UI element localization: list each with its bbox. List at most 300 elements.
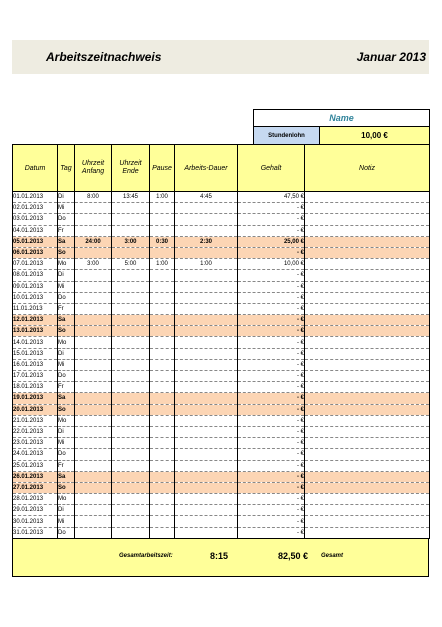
date-cell: 15.01.2013: [13, 348, 58, 359]
date-cell: 06.01.2013: [13, 247, 58, 258]
end-time-cell[interactable]: [112, 516, 150, 527]
date-cell: 12.01.2013: [13, 315, 58, 326]
table-row: [13, 270, 430, 281]
total-time-label: Gesamtarbeitszeit:: [119, 553, 173, 559]
duration-cell[interactable]: 1:00: [175, 259, 238, 270]
pause-cell[interactable]: [150, 203, 175, 214]
start-time-cell[interactable]: [75, 348, 112, 359]
day-cell: Do: [58, 214, 75, 225]
note-cell[interactable]: [305, 415, 430, 426]
salary-cell: - €: [238, 247, 305, 258]
start-time-cell[interactable]: [75, 270, 112, 281]
table-row: [13, 438, 430, 449]
pause-cell[interactable]: [150, 225, 175, 236]
salary-cell: - €: [238, 270, 305, 281]
day-cell: Di: [58, 348, 75, 359]
note-cell[interactable]: [305, 482, 430, 493]
col-header-gehalt: Gehalt: [238, 145, 305, 192]
day-cell: Sa: [58, 393, 75, 404]
table-row: [13, 337, 430, 348]
end-time-cell[interactable]: [112, 527, 150, 538]
day-cell: Fr: [58, 460, 75, 471]
day-cell: Mi: [58, 203, 75, 214]
stundenlohn-value[interactable]: 10,00 €: [320, 127, 429, 145]
end-time-cell[interactable]: [112, 471, 150, 482]
day-cell: Do: [58, 292, 75, 303]
day-cell: Mo: [58, 259, 75, 270]
salary-cell: - €: [238, 382, 305, 393]
salary-cell: - €: [238, 516, 305, 527]
note-cell[interactable]: [305, 337, 430, 348]
stundenlohn-label: Stundenlohn: [254, 127, 320, 145]
footer-summary: [12, 538, 429, 577]
start-time-cell[interactable]: [75, 281, 112, 292]
total-amount-value: 82,50 €: [278, 551, 309, 561]
day-cell: So: [58, 247, 75, 258]
date-cell: 03.01.2013: [13, 214, 58, 225]
day-cell: Sa: [58, 315, 75, 326]
col-header-dauer: Arbeits-Dauer: [175, 145, 238, 192]
table-row: [13, 192, 430, 203]
day-cell: Mo: [58, 337, 75, 348]
table-row: [13, 203, 430, 214]
col-header-tag: Tag: [58, 145, 75, 192]
duration-cell[interactable]: [175, 225, 238, 236]
table-row: [13, 259, 430, 270]
end-time-cell[interactable]: [112, 482, 150, 493]
table-row: [13, 415, 430, 426]
day-cell: Mo: [58, 415, 75, 426]
col-header-datum: Datum: [13, 145, 58, 192]
day-cell: Mo: [58, 494, 75, 505]
salary-cell: - €: [238, 460, 305, 471]
note-cell[interactable]: [305, 225, 430, 236]
pause-cell[interactable]: [150, 348, 175, 359]
day-cell: So: [58, 482, 75, 493]
date-cell: 02.01.2013: [13, 203, 58, 214]
end-time-cell[interactable]: [112, 348, 150, 359]
note-cell[interactable]: [305, 371, 430, 382]
start-time-cell[interactable]: [75, 326, 112, 337]
salary-cell: - €: [238, 337, 305, 348]
date-cell: 17.01.2013: [13, 371, 58, 382]
end-time-cell[interactable]: [112, 393, 150, 404]
duration-cell[interactable]: [175, 438, 238, 449]
day-cell: Sa: [58, 471, 75, 482]
duration-cell[interactable]: [175, 337, 238, 348]
date-cell: 25.01.2013: [13, 460, 58, 471]
pause-cell[interactable]: [150, 527, 175, 538]
note-cell[interactable]: [305, 247, 430, 258]
start-time-cell[interactable]: [75, 415, 112, 426]
note-cell[interactable]: [305, 426, 430, 437]
pause-cell[interactable]: [150, 449, 175, 460]
end-time-cell[interactable]: [112, 382, 150, 393]
pause-cell[interactable]: [150, 371, 175, 382]
salary-cell: - €: [238, 393, 305, 404]
start-time-cell[interactable]: [75, 225, 112, 236]
day-cell: Do: [58, 527, 75, 538]
end-time-cell[interactable]: [112, 247, 150, 258]
pause-cell[interactable]: [150, 315, 175, 326]
salary-cell: - €: [238, 505, 305, 516]
date-cell: 23.01.2013: [13, 438, 58, 449]
salary-cell: - €: [238, 303, 305, 314]
pause-cell[interactable]: [150, 494, 175, 505]
name-label[interactable]: Name: [254, 110, 429, 127]
table-row: [13, 292, 430, 303]
pause-cell[interactable]: [150, 382, 175, 393]
start-time-cell[interactable]: [75, 247, 112, 258]
note-cell[interactable]: [305, 460, 430, 471]
day-cell: Di: [58, 192, 75, 203]
duration-cell[interactable]: [175, 359, 238, 370]
start-time-cell[interactable]: [75, 292, 112, 303]
date-cell: 04.01.2013: [13, 225, 58, 236]
salary-cell: 25,00 €: [238, 236, 305, 247]
salary-cell: 10,00 €: [238, 259, 305, 270]
note-cell[interactable]: [305, 404, 430, 415]
end-time-cell[interactable]: [112, 326, 150, 337]
end-time-cell[interactable]: 5:00: [112, 259, 150, 270]
day-cell: Mi: [58, 516, 75, 527]
date-cell: 30.01.2013: [13, 516, 58, 527]
start-time-cell[interactable]: [75, 203, 112, 214]
table-row: [13, 348, 430, 359]
day-cell: Mi: [58, 438, 75, 449]
salary-cell: - €: [238, 359, 305, 370]
salary-cell: - €: [238, 438, 305, 449]
salary-cell: - €: [238, 348, 305, 359]
end-time-cell[interactable]: [112, 415, 150, 426]
day-cell: Di: [58, 270, 75, 281]
month-label: Januar 2013: [356, 50, 426, 64]
start-time-cell[interactable]: [75, 303, 112, 314]
end-time-cell[interactable]: [112, 449, 150, 460]
day-cell: Fr: [58, 225, 75, 236]
end-time-cell[interactable]: 3:00: [112, 236, 150, 247]
end-time-cell[interactable]: [112, 426, 150, 437]
pause-cell[interactable]: [150, 516, 175, 527]
date-cell: 10.01.2013: [13, 292, 58, 303]
col-header-anfang: Uhrzeit Anfang: [75, 145, 112, 192]
name-box: [253, 109, 430, 145]
day-cell: Fr: [58, 303, 75, 314]
duration-cell[interactable]: [175, 404, 238, 415]
day-cell: Di: [58, 505, 75, 516]
duration-cell[interactable]: [175, 270, 238, 281]
table-row: [13, 326, 430, 337]
duration-cell[interactable]: [175, 449, 238, 460]
end-time-cell[interactable]: [112, 292, 150, 303]
duration-cell[interactable]: [175, 527, 238, 538]
date-cell: 08.01.2013: [13, 270, 58, 281]
salary-cell: - €: [238, 426, 305, 437]
day-cell: Do: [58, 449, 75, 460]
start-time-cell[interactable]: [75, 371, 112, 382]
salary-cell: - €: [238, 404, 305, 415]
note-cell[interactable]: [305, 438, 430, 449]
end-time-cell[interactable]: [112, 371, 150, 382]
col-header-ende: Uhrzeit Ende: [112, 145, 150, 192]
start-time-cell[interactable]: 3:00: [75, 259, 112, 270]
col-header-notiz: Notiz: [305, 145, 430, 192]
duration-cell[interactable]: [175, 303, 238, 314]
pause-cell[interactable]: [150, 393, 175, 404]
pause-cell[interactable]: [150, 505, 175, 516]
table-row: [13, 371, 430, 382]
salary-cell: - €: [238, 281, 305, 292]
date-cell: 27.01.2013: [13, 482, 58, 493]
pause-cell[interactable]: [150, 292, 175, 303]
table-row: [13, 460, 430, 471]
table-row: [13, 315, 430, 326]
table-row: [13, 359, 430, 370]
pause-cell[interactable]: [150, 270, 175, 281]
date-cell: 11.01.2013: [13, 303, 58, 314]
date-cell: 19.01.2013: [13, 393, 58, 404]
salary-cell: - €: [238, 482, 305, 493]
duration-cell[interactable]: [175, 214, 238, 225]
end-time-cell[interactable]: [112, 505, 150, 516]
salary-cell: - €: [238, 471, 305, 482]
table-row: [13, 236, 430, 247]
start-time-cell[interactable]: 24:00: [75, 236, 112, 247]
table-row: [13, 516, 430, 527]
salary-cell: - €: [238, 494, 305, 505]
start-time-cell[interactable]: [75, 505, 112, 516]
end-time-cell[interactable]: [112, 460, 150, 471]
date-cell: 20.01.2013: [13, 404, 58, 415]
note-cell[interactable]: [305, 236, 430, 247]
note-cell[interactable]: [305, 471, 430, 482]
start-time-cell[interactable]: [75, 471, 112, 482]
table-row: [13, 505, 430, 516]
end-time-cell[interactable]: [112, 337, 150, 348]
note-cell[interactable]: [305, 449, 430, 460]
sheet-title: Arbeitszeitnachweis: [46, 50, 162, 64]
pause-cell[interactable]: 1:00: [150, 192, 175, 203]
salary-cell: - €: [238, 527, 305, 538]
end-time-cell[interactable]: [112, 438, 150, 449]
duration-cell[interactable]: [175, 326, 238, 337]
duration-cell[interactable]: 2:30: [175, 236, 238, 247]
start-time-cell[interactable]: [75, 393, 112, 404]
start-time-cell[interactable]: [75, 359, 112, 370]
date-cell: 14.01.2013: [13, 337, 58, 348]
table-row: [13, 449, 430, 460]
end-time-cell[interactable]: [112, 303, 150, 314]
table-row: [13, 382, 430, 393]
table-row: [13, 494, 430, 505]
table-row: [13, 281, 430, 292]
salary-cell: - €: [238, 214, 305, 225]
salary-cell: - €: [238, 292, 305, 303]
date-cell: 05.01.2013: [13, 236, 58, 247]
date-cell: 18.01.2013: [13, 382, 58, 393]
start-time-cell[interactable]: [75, 438, 112, 449]
duration-cell[interactable]: [175, 516, 238, 527]
start-time-cell[interactable]: [75, 382, 112, 393]
date-cell: 01.01.2013: [13, 192, 58, 203]
end-time-cell[interactable]: [112, 359, 150, 370]
note-cell[interactable]: [305, 516, 430, 527]
day-cell: So: [58, 404, 75, 415]
start-time-cell[interactable]: [75, 426, 112, 437]
duration-cell[interactable]: [175, 348, 238, 359]
day-cell: So: [58, 326, 75, 337]
pause-cell[interactable]: [150, 415, 175, 426]
date-cell: 22.01.2013: [13, 426, 58, 437]
note-cell[interactable]: [305, 393, 430, 404]
salary-cell: - €: [238, 315, 305, 326]
end-time-cell[interactable]: [112, 203, 150, 214]
pause-cell[interactable]: [150, 214, 175, 225]
duration-cell[interactable]: [175, 415, 238, 426]
timesheet-table: [12, 144, 430, 539]
table-row: [13, 303, 430, 314]
duration-cell[interactable]: [175, 292, 238, 303]
note-cell[interactable]: [305, 505, 430, 516]
salary-cell: - €: [238, 449, 305, 460]
duration-cell[interactable]: [175, 315, 238, 326]
note-cell[interactable]: [305, 292, 430, 303]
note-cell[interactable]: [305, 382, 430, 393]
table-row: [13, 404, 430, 415]
table-row: [13, 214, 430, 225]
start-time-cell[interactable]: [75, 494, 112, 505]
note-cell[interactable]: [305, 359, 430, 370]
end-time-cell[interactable]: [112, 214, 150, 225]
table-row: [13, 527, 430, 538]
salary-cell: - €: [238, 203, 305, 214]
pause-cell[interactable]: [150, 460, 175, 471]
day-cell: Do: [58, 371, 75, 382]
end-time-cell[interactable]: 13:45: [112, 192, 150, 203]
duration-cell[interactable]: [175, 460, 238, 471]
pause-cell[interactable]: 1:00: [150, 259, 175, 270]
start-time-cell[interactable]: [75, 460, 112, 471]
salary-cell: - €: [238, 326, 305, 337]
pause-cell[interactable]: [150, 337, 175, 348]
note-cell[interactable]: [305, 192, 430, 203]
table-row: [13, 247, 430, 258]
start-time-cell[interactable]: [75, 315, 112, 326]
note-cell[interactable]: [305, 259, 430, 270]
salary-cell: - €: [238, 225, 305, 236]
note-cell[interactable]: [305, 270, 430, 281]
day-cell: Sa: [58, 236, 75, 247]
start-time-cell[interactable]: [75, 482, 112, 493]
duration-cell[interactable]: [175, 505, 238, 516]
note-cell[interactable]: [305, 315, 430, 326]
duration-cell[interactable]: [175, 471, 238, 482]
date-cell: 07.01.2013: [13, 259, 58, 270]
start-time-cell[interactable]: 8:00: [75, 192, 112, 203]
day-cell: Di: [58, 426, 75, 437]
table-row: [13, 393, 430, 404]
start-time-cell[interactable]: [75, 404, 112, 415]
end-time-cell[interactable]: [112, 315, 150, 326]
pause-cell[interactable]: [150, 359, 175, 370]
date-cell: 13.01.2013: [13, 326, 58, 337]
pause-cell[interactable]: [150, 281, 175, 292]
date-cell: 28.01.2013: [13, 494, 58, 505]
pause-cell[interactable]: 0:30: [150, 236, 175, 247]
duration-cell[interactable]: [175, 247, 238, 258]
salary-cell: - €: [238, 415, 305, 426]
end-time-cell[interactable]: [112, 494, 150, 505]
duration-cell[interactable]: [175, 426, 238, 437]
start-time-cell[interactable]: [75, 527, 112, 538]
pause-cell[interactable]: [150, 303, 175, 314]
start-time-cell[interactable]: [75, 214, 112, 225]
pause-cell[interactable]: [150, 247, 175, 258]
day-cell: Fr: [58, 382, 75, 393]
date-cell: 29.01.2013: [13, 505, 58, 516]
duration-cell[interactable]: [175, 482, 238, 493]
pause-cell[interactable]: [150, 471, 175, 482]
duration-cell[interactable]: [175, 203, 238, 214]
day-cell: Mi: [58, 359, 75, 370]
table-row: [13, 471, 430, 482]
note-cell[interactable]: [305, 281, 430, 292]
day-cell: Mi: [58, 281, 75, 292]
date-cell: 16.01.2013: [13, 359, 58, 370]
date-cell: 21.01.2013: [13, 415, 58, 426]
note-cell[interactable]: [305, 348, 430, 359]
table-header-row: [13, 145, 430, 192]
col-header-pause: Pause: [150, 145, 175, 192]
end-time-cell[interactable]: [112, 404, 150, 415]
table-row: [13, 225, 430, 236]
pause-cell[interactable]: [150, 426, 175, 437]
pause-cell[interactable]: [150, 482, 175, 493]
note-cell[interactable]: [305, 203, 430, 214]
pause-cell[interactable]: [150, 404, 175, 415]
start-time-cell[interactable]: [75, 449, 112, 460]
duration-cell[interactable]: [175, 281, 238, 292]
end-time-cell[interactable]: [112, 270, 150, 281]
note-cell[interactable]: [305, 303, 430, 314]
end-time-cell[interactable]: [112, 281, 150, 292]
end-time-cell[interactable]: [112, 225, 150, 236]
note-cell[interactable]: [305, 527, 430, 538]
start-time-cell[interactable]: [75, 337, 112, 348]
duration-cell[interactable]: [175, 371, 238, 382]
note-cell[interactable]: [305, 326, 430, 337]
note-cell[interactable]: [305, 494, 430, 505]
pause-cell[interactable]: [150, 438, 175, 449]
table-row: [13, 482, 430, 493]
date-cell: 09.01.2013: [13, 281, 58, 292]
duration-cell[interactable]: [175, 494, 238, 505]
date-cell: 26.01.2013: [13, 471, 58, 482]
duration-cell[interactable]: 4:45: [175, 192, 238, 203]
total-time-value: 8:15: [210, 551, 229, 561]
date-cell: 24.01.2013: [13, 449, 58, 460]
date-cell: 31.01.2013: [13, 527, 58, 538]
note-cell[interactable]: [305, 214, 430, 225]
pause-cell[interactable]: [150, 326, 175, 337]
salary-cell: 47,50 €: [238, 192, 305, 203]
salary-cell: - €: [238, 371, 305, 382]
duration-cell[interactable]: [175, 393, 238, 404]
start-time-cell[interactable]: [75, 516, 112, 527]
total-amount-label: Gesamt: [321, 553, 344, 559]
table-row: [13, 426, 430, 437]
duration-cell[interactable]: [175, 382, 238, 393]
